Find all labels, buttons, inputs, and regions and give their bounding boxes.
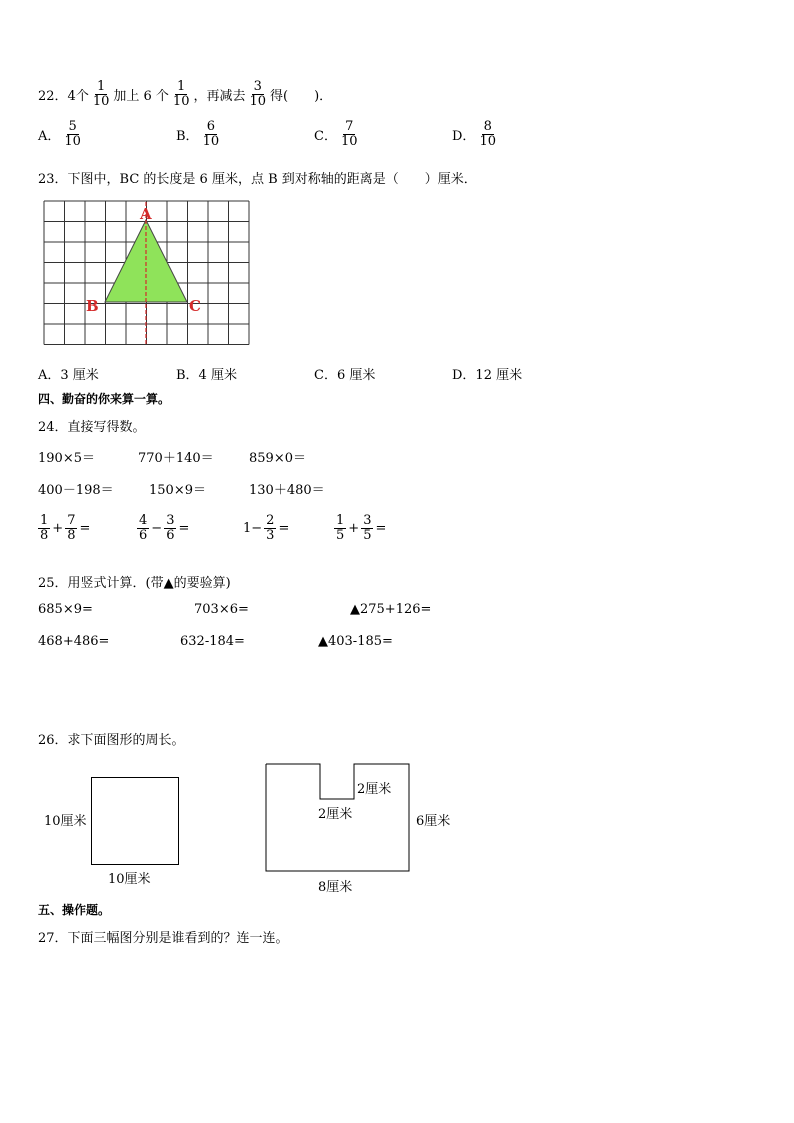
- point-c-label: C: [189, 297, 201, 315]
- q24-fraction-expr-4: $\frac{1}{5}$ + $\frac{3}{5}$ =: [336, 513, 387, 543]
- q24-r1-c2: 770＋140＝: [138, 451, 214, 466]
- q23-option-b[interactable]: B．4 厘米: [176, 368, 237, 383]
- q23-option-d[interactable]: D．12 厘米: [452, 368, 523, 383]
- q23-option-c[interactable]: C．6 厘米: [314, 368, 376, 383]
- q25-r2-c1: 468+486=: [38, 634, 110, 649]
- q24-r2-c3: 130＋480＝: [249, 483, 325, 498]
- q22-fraction-2: $\frac{1}{10}$: [172, 79, 190, 109]
- q24-fraction-expr-2: $\frac{4}{6}$ − $\frac{3}{6}$ =: [139, 513, 190, 543]
- q22-option-c[interactable]: C． $\frac{7}{10}$: [314, 119, 358, 149]
- q25-r1-c3: ▲275+126=: [350, 602, 432, 617]
- q22-text-4: 得( )．: [270, 88, 333, 104]
- notch-side-label: 2厘米: [357, 782, 392, 797]
- q22-option-a[interactable]: A． $\frac{5}{10}$: [38, 119, 81, 149]
- q22-option-d[interactable]: D． $\frac{8}{10}$: [452, 119, 496, 149]
- q24-fraction-expr-3: 1− $\frac{2}{3}$ =: [243, 513, 290, 543]
- q24-r2-c1: 400－198＝: [38, 483, 114, 498]
- q22-option-b[interactable]: B． $\frac{6}{10}$: [176, 119, 220, 149]
- q26-title: 26．求下面图形的周长。: [38, 733, 185, 748]
- q24-fraction-expr-1: $\frac{1}{8}$ + $\frac{7}{8}$ =: [40, 513, 91, 543]
- square-figure: [91, 777, 179, 865]
- square-side-label: 10厘米: [44, 814, 87, 829]
- shape-right-label: 6厘米: [416, 814, 451, 829]
- q22-stem: [38, 80, 332, 108]
- q24-title: 24．直接写得数。: [38, 420, 146, 435]
- q25-r2-c3: ▲403-185=: [318, 634, 393, 649]
- q25-r2-c2: 632-184=: [180, 634, 245, 649]
- q22-text-3: ，再减去: [193, 88, 246, 104]
- q25-r1-c1: 685×9=: [38, 602, 93, 617]
- notch-bottom-label: 2厘米: [318, 807, 353, 822]
- q24-r1-c3: 859×0＝: [249, 451, 306, 466]
- q22-fraction-1: $\frac{1}{10}$: [92, 79, 110, 109]
- section-5-heading: 五、操作题。: [38, 903, 111, 917]
- q24-r1-c1: 190×5＝: [38, 451, 95, 466]
- q25-r1-c2: 703×6=: [194, 602, 249, 617]
- q25-title: 25．用竖式计算．(带▲的要验算): [38, 576, 231, 591]
- point-a-label: A: [140, 205, 152, 223]
- shape-bottom-label: 8厘米: [318, 880, 353, 895]
- q24-r2-c2: 150×9＝: [149, 483, 206, 498]
- q23-grid-figure: [38, 196, 254, 348]
- q23-stem: 23．下图中，BC 的长度是 6 厘米，点 B 到对称轴的距离是（ ）厘米．: [38, 172, 477, 187]
- section-4-heading: 四、勤奋的你来算一算。: [38, 392, 171, 406]
- q22-text-1: 22．4个: [38, 88, 89, 104]
- q22-fraction-3: $\frac{3}{10}$: [249, 79, 267, 109]
- point-b-label: B: [86, 297, 99, 315]
- q27-title: 27．下面三幅图分别是谁看到的？连一连。: [38, 931, 289, 946]
- q22-text-2: 加上 6 个: [113, 88, 169, 104]
- q23-option-a[interactable]: A．3 厘米: [38, 368, 99, 383]
- square-bottom-label: 10厘米: [108, 872, 151, 887]
